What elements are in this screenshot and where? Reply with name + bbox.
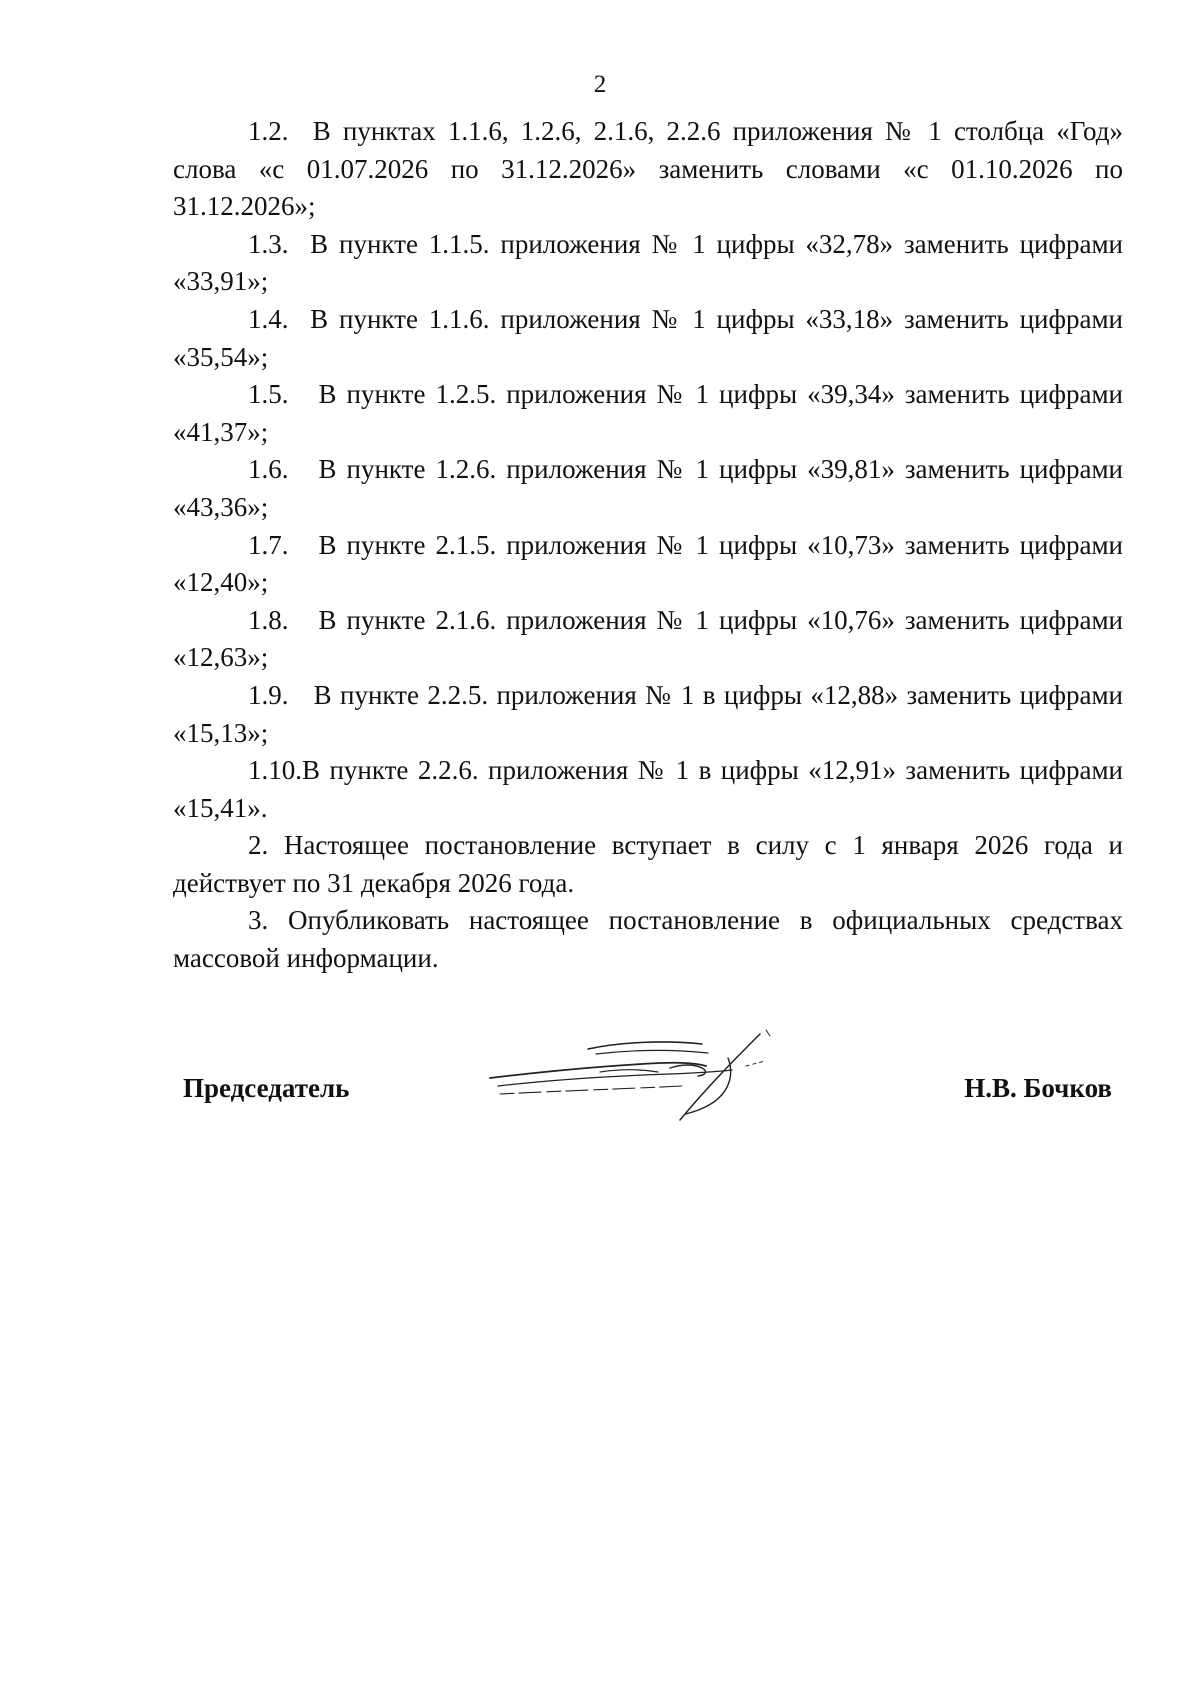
- paragraph-1-3: 1.3. В пункте 1.1.5. приложения № 1 цифры «32,78» заменить цифрами «33,91»;: [173, 228, 1123, 297]
- paragraph-1-7: 1.7. В пункте 2.1.5. приложения № 1 цифры «10,73» заменить цифрами «12,40»;: [173, 529, 1123, 598]
- paragraph-1-6: 1.6. В пункте 1.2.6. приложения № 1 цифры «39,81» заменить цифрами «43,36»;: [173, 454, 1123, 522]
- paragraph-1-9: 1.9. В пункте 2.2.5. приложения № 1 в цифры «12,88» заменить цифрами «15,13»;: [173, 679, 1123, 748]
- paragraph-3: 3. Опубликовать настоящее постановление в официальных средствах массовой информации.: [173, 905, 1123, 974]
- signatory-position: Председатель: [183, 1073, 350, 1103]
- paragraph-1-5: 1.5. В пункте 1.2.5. приложения № 1 цифры «39,34» заменить цифрами «41,37»;: [173, 379, 1123, 447]
- handwritten-signature: [470, 1028, 790, 1124]
- paragraph-1-4: 1.4. В пункте 1.1.6. приложения № 1 цифры «33,18» заменить цифрами «35,54»;: [173, 303, 1123, 372]
- page-number: 2: [593, 71, 607, 98]
- paragraph-1-8: 1.8. В пункте 2.1.6. приложения № 1 цифры «10,76» заменить цифрами «12,63»;: [173, 604, 1123, 673]
- paragraph-1-10: 1.10.В пункте 2.2.6. приложения № 1 в цифры «12,91» заменить цифрами «15,41».: [173, 755, 1123, 823]
- paragraph-2: 2. Настоящее постановление вступает в силу с 1 января 2026 года и действует по 31 декабря 2026 года.: [173, 830, 1123, 898]
- paragraph-1-2: 1.2. В пунктах 1.1.6, 1.2.6, 2.1.6, 2.2.6 приложения № 1 столбца «Год» слова «с 01.07.2026 по 31.12.2026» заменить словами «с 01.10.2026 по 31.12.2026»;: [173, 116, 1123, 222]
- signatory-name: Н.В. Бочков: [964, 1073, 1112, 1103]
- document-body: [173, 113, 1123, 978]
